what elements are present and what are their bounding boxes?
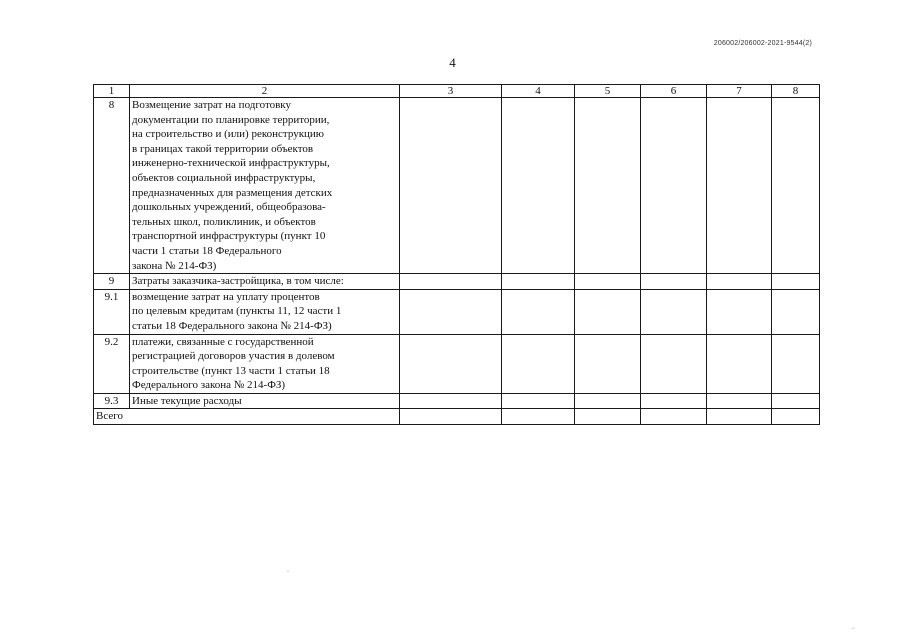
description-line: Федерального закона № 214-ФЗ) — [132, 379, 286, 392]
table-cell — [575, 334, 641, 393]
table-cell — [707, 289, 772, 334]
table-cell — [400, 274, 502, 290]
table-cell — [400, 393, 502, 409]
table-cell — [707, 274, 772, 290]
column-header: 4 — [502, 85, 575, 98]
table-cell — [575, 289, 641, 334]
row-number: 9.1 — [94, 289, 130, 334]
column-header: 8 — [772, 85, 820, 98]
total-row — [94, 409, 820, 425]
table-row — [94, 98, 820, 274]
description-line: Возмещение затрат на подготовку — [132, 99, 291, 111]
scan-speck — [287, 571, 289, 572]
column-header: 3 — [400, 85, 502, 98]
table-cell — [575, 274, 641, 290]
table-cell — [502, 98, 575, 274]
description-line: на строительство и (или) реконструкцию — [132, 128, 325, 141]
description-line: регистрацией договоров участия в долевом — [132, 350, 335, 363]
table-cell — [400, 289, 502, 334]
table-cell — [502, 393, 575, 409]
page-number: 4 — [449, 55, 456, 70]
column-number-row — [94, 85, 820, 98]
description-line: объектов социальной инфраструктуры, — [132, 171, 316, 184]
row-number: 8 — [94, 98, 130, 274]
description-line: статьи 18 Федерального закона № 214-ФЗ) — [132, 319, 332, 332]
row-number: 9.3 — [94, 393, 130, 409]
description-line: транспортной инфраструктуры (пункт 10 — [132, 230, 326, 243]
table-cell — [575, 393, 641, 409]
description-line: тельных школ, поликлиник, и объектов — [132, 215, 316, 228]
table-cell — [641, 98, 707, 274]
column-header: 2 — [130, 85, 400, 98]
scan-speck — [852, 628, 854, 629]
description-line: инженерно-технической инфраструктуры, — [132, 157, 330, 170]
table-cell — [641, 289, 707, 334]
table-row — [94, 334, 820, 393]
table-cell — [400, 98, 502, 274]
row-description — [130, 98, 400, 274]
table-cell — [502, 274, 575, 290]
table-cell — [575, 98, 641, 274]
row-number: 9.2 — [94, 334, 130, 393]
description-line: закона № 214-ФЗ) — [132, 259, 217, 272]
description-line: в границах такой территории объектов — [132, 142, 314, 155]
description-line: возмещение затрат на уплату процентов — [132, 290, 320, 303]
description-line: части 1 статьи 18 Федерального — [132, 244, 282, 257]
table-cell — [772, 274, 820, 290]
table-row — [94, 393, 820, 409]
description-line: по целевым кредитам (пункты 11, 12 части 1 — [132, 305, 342, 318]
table-cell — [772, 289, 820, 334]
table-row — [94, 289, 820, 334]
row-number: 9 — [94, 274, 130, 290]
table-cell — [707, 409, 772, 425]
description-line: документации по планировке территории, — [132, 113, 330, 126]
table-cell — [641, 334, 707, 393]
column-header: 6 — [641, 85, 707, 98]
table-cell — [575, 409, 641, 425]
table-cell — [707, 334, 772, 393]
table-cell — [707, 98, 772, 274]
row-description — [130, 274, 400, 290]
table-cell — [400, 409, 502, 425]
table-cell — [400, 334, 502, 393]
table-cell — [772, 409, 820, 425]
description-line: дошкольных учреждений, общеобразова- — [132, 201, 326, 214]
table-cell — [641, 393, 707, 409]
table-cell — [707, 393, 772, 409]
column-header: 7 — [707, 85, 772, 98]
description-line: Иные текущие расходы — [132, 394, 242, 407]
document-id: 206002/206002-2021-9544(2) — [713, 40, 812, 47]
table-cell — [641, 409, 707, 425]
description-line: строительстве (пункт 13 части 1 статьи 18 — [132, 364, 330, 377]
row-description — [130, 393, 400, 409]
row-description — [130, 289, 400, 334]
column-header: 5 — [575, 85, 641, 98]
table-cell — [641, 274, 707, 290]
table-cell — [502, 409, 575, 425]
table-cell — [502, 289, 575, 334]
row-description — [130, 334, 400, 393]
table-cell — [772, 334, 820, 393]
expense-table — [93, 84, 820, 425]
table-row — [94, 274, 820, 290]
table-cell — [772, 98, 820, 274]
table-cell — [772, 393, 820, 409]
column-header: 1 — [94, 85, 130, 98]
description-line: предназначенных для размещения детских — [132, 186, 333, 199]
description-line: Затраты заказчика-застройщика, в том числе: — [132, 275, 344, 288]
description-line: платежи, связанные с государственной — [132, 335, 314, 348]
table-cell — [502, 334, 575, 393]
total-label: Всего — [94, 409, 400, 425]
